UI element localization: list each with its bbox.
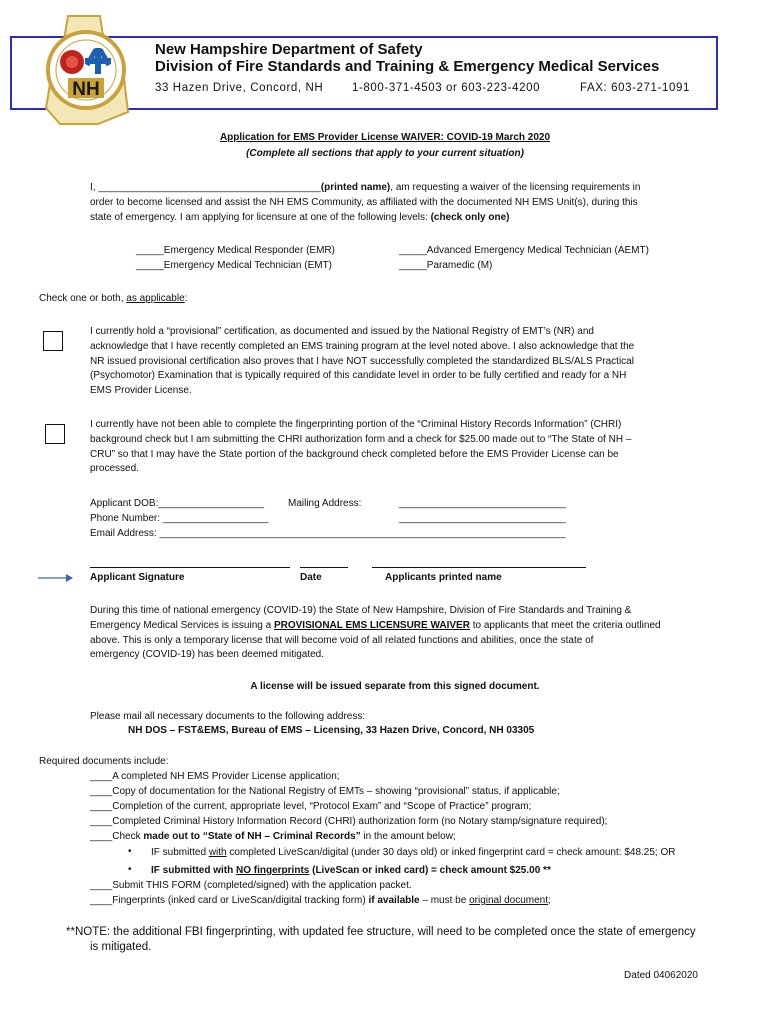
level-emt[interactable]: _____Emergency Medical Technician (EMT)	[136, 260, 333, 271]
printed-name-line[interactable]	[372, 567, 586, 568]
bullet-icon: •	[128, 846, 132, 857]
header-fax: FAX: 603-271-1091	[580, 82, 690, 94]
dob-field[interactable]: Applicant DOB:___________________	[90, 498, 265, 509]
dated-stamp: Dated 04062020	[624, 970, 698, 981]
required-item-1[interactable]: ____A completed NH EMS Provider License application;	[90, 771, 340, 782]
phone-field[interactable]: Phone Number: ___________________	[90, 513, 269, 524]
intro-line2: order to become licensed and assist the NH EMS Community, as affiliated with the documented NH EMS Unit(s), during this	[90, 196, 638, 208]
option-fingerprinting-text: I currently have not been able to complete the fingerprinting portion of the “Criminal History Records Information” (CHRI) background check but I am submitting the CHRI authorization form and a check for $25.00 made out to “The State of NH – CRU” so that I may have the State portion of the background check completed before the EMS Provider License can be processed.	[90, 419, 632, 475]
required-item-2[interactable]: ____Copy of documentation for the National Registry of EMTs – showing “provisional” status, if applicable;	[90, 786, 560, 797]
level-aemt[interactable]: _____Advanced Emergency Medical Technician (AEMT)	[399, 245, 649, 256]
required-item-4[interactable]: ____Completed Criminal History Information Record (CHRI) authorization form (no Notary stamp/signature required);	[90, 816, 608, 827]
required-item-6[interactable]: ____Submit THIS FORM (completed/signed) with the application packet.	[90, 880, 412, 891]
bullet-with-fingerprints: IF submitted with completed LiveScan/digital (under 30 days old) or inked fingerprint card = check amount: $48.25; OR	[151, 847, 676, 858]
signature-label: Applicant Signature	[90, 572, 185, 583]
required-title: Required documents include:	[39, 756, 169, 767]
arrow-right-icon	[38, 572, 74, 584]
name-blank[interactable]: ________________________________________	[98, 182, 321, 193]
intro-line1: I, ________________________________________(printed name), am requesting a waiver of the licensing requirements in	[90, 182, 641, 193]
nh-seal-logo	[38, 12, 134, 128]
mailing-field-1[interactable]: ______________________________	[399, 498, 566, 509]
fbi-note: **NOTE: the additional FBI fingerprinting, with updated fee structure, will need to be completed once the state of emergency is mitigated.	[66, 926, 696, 953]
mailing-field-2[interactable]: ______________________________	[399, 513, 566, 524]
checkbox-provisional[interactable]	[43, 331, 63, 351]
signature-line[interactable]	[90, 567, 290, 568]
bullet-icon: •	[128, 864, 132, 875]
required-item-7[interactable]: ____Fingerprints (inked card or LiveScan/digital tracking form) if available – must be original document;	[90, 895, 551, 906]
check-instruction: Check one or both, as applicable:	[39, 293, 188, 304]
email-field[interactable]: Email Address: _________________________________________________________________________	[90, 528, 566, 539]
mail-instruction: Please mail all necessary documents to the following address:	[90, 711, 366, 722]
header-phone: 1-800-371-4503 or 603-223-4200	[352, 82, 541, 94]
license-note: A license will be issued separate from this signed document.	[250, 681, 540, 692]
header-line1: New Hampshire Department of Safety	[155, 41, 423, 58]
emergency-paragraph: During this time of national emergency (COVID-19) the State of New Hampshire, Division of Fire Standards and Training & Emergency Medical Services is issuing a PROVISIONAL EMS LICENSURE WAIVER to applicants that meet the criteria outlined above. This is only a temporary license that will become void of all related functions and abilities, once the state of emergency (COVID-19) has been deemed mitigated.	[90, 605, 661, 661]
checkbox-fingerprinting[interactable]	[45, 424, 65, 444]
form-title: Application for EMS Provider License WAIVER: COVID-19 March 2020	[219, 132, 551, 143]
mailing-label: Mailing Address:	[288, 498, 362, 509]
bullet-no-fingerprints: IF submitted with NO fingerprints (LiveScan or inked card) = check amount $25.00 **	[151, 865, 551, 876]
required-item-5[interactable]: ____Check made out to “State of NH – Criminal Records” in the amount below;	[90, 831, 456, 842]
intro-line3: state of emergency. I am applying for licensure at one of the following levels: (check only one)	[90, 211, 510, 223]
intro-paragraph	[90, 181, 690, 225]
level-emr[interactable]: _____Emergency Medical Responder (EMR)	[136, 245, 335, 256]
mail-address: NH DOS – FST&EMS, Bureau of EMS – Licensing, 33 Hazen Drive, Concord, NH 03305	[128, 725, 535, 736]
header-line2: Division of Fire Standards and Training & Emergency Medical Services	[155, 58, 660, 75]
date-label: Date	[300, 572, 322, 583]
printed-name-label: Applicants printed name	[385, 572, 502, 583]
header-address: 33 Hazen Drive, Concord, NH	[155, 82, 324, 94]
seal-text: NH	[72, 79, 100, 100]
form-subtitle: (Complete all sections that apply to your current situation)	[246, 148, 524, 159]
required-item-3[interactable]: ____Completion of the current, appropriate level, “Protocol Exam” and “Scope of Practice” program;	[90, 801, 532, 812]
level-paramedic[interactable]: _____Paramedic (M)	[399, 260, 493, 271]
option-provisional-text: I currently hold a “provisional” certification, as documented and issued by the National Registry of EMT’s (NR) and acknowledge that I have recently completed an EMS training program at the level noted above. I also acknowledge that the NR issued provisional certification also proves that I have NOT successfully completed the standardized BLS/ALS Practical (Psychomotor) Examination that is typically required of this candidate level in order to be fully certified and ready for a NH EMS Provider License.	[90, 326, 635, 397]
date-line[interactable]	[300, 567, 348, 568]
